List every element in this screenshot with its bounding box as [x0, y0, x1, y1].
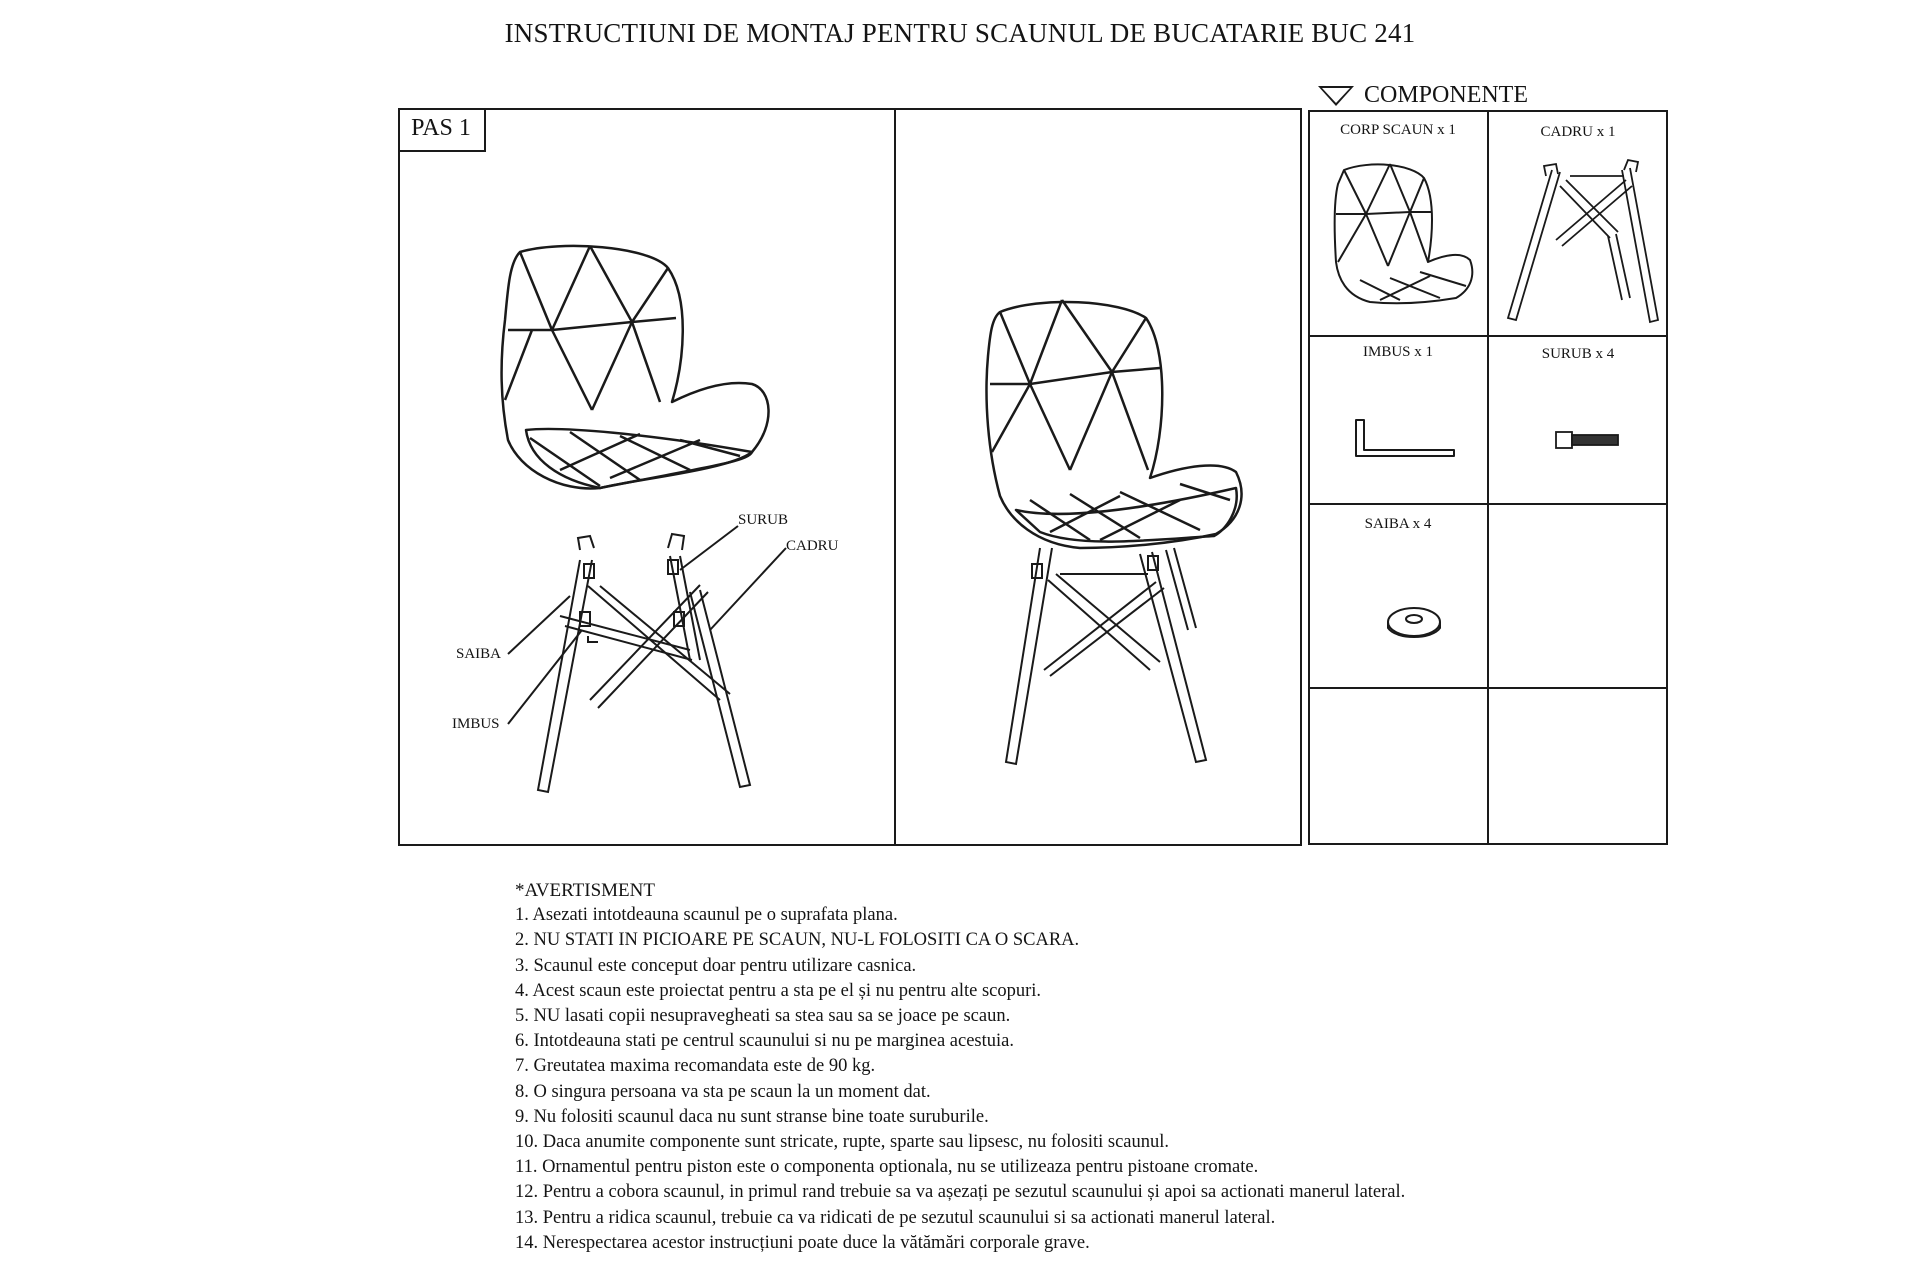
components-header-label: COMPONENTE [1364, 82, 1529, 108]
step-label: PAS 1 [398, 108, 486, 152]
component-label-hex-key: IMBUS x 1 [1362, 344, 1433, 360]
warnings-section [515, 878, 1405, 1256]
component-label-washer: SAIBA x 4 [1364, 516, 1432, 532]
warning-item: 13. Pentru a ridica scaunul, trebuie ca va ridicati de pe sezutul scaunului si sa actionati manerul lateral. [515, 1207, 1276, 1228]
component-label-screw: SURUB x 4 [1541, 346, 1615, 362]
warning-item: 8. O singura persoana va sta pe scaun la un moment dat. [515, 1081, 931, 1102]
warning-item: 14. Nerespectarea acestor instrucțiuni poate duce la vătămări corporale grave. [515, 1232, 1090, 1253]
warning-item: 11. Ornamentul pentru piston este o componenta optionala, nu se utilizeaza pentru pistoane cromate. [515, 1157, 1259, 1178]
callout-hex-key: IMBUS [452, 716, 500, 732]
warning-item: 9. Nu folositi scaunul daca nu sunt stranse bine toate suruburile. [515, 1106, 989, 1127]
component-label-seat-body: CORP SCAUN x 1 [1340, 122, 1456, 138]
warning-item: 1. Asezati intotdeauna scaunul pe o suprafata plana. [515, 905, 898, 926]
warning-item: 3. Scaunul este conceput doar pentru utilizare casnica. [515, 955, 917, 976]
warning-item: 2. NU STATI IN PICIOARE PE SCAUN, NU-L FOLOSITI CA O SCARA. [515, 930, 1080, 951]
document-title: INSTRUCTIUNI DE MONTAJ PENTRU SCAUNUL DE BUCATARIE BUC 241 [504, 18, 1416, 48]
warning-item: 10. Daca anumite componente sunt stricate, rupte, sparte sau lipsesc, nu folositi scaunul. [515, 1132, 1170, 1153]
callout-frame: CADRU [786, 538, 839, 554]
warning-item: 6. Intotdeauna stati pe centrul scaunului si nu pe marginea acestuia. [515, 1031, 1014, 1052]
component-label-frame: CADRU x 1 [1540, 124, 1616, 140]
warning-item: 4. Acest scaun este proiectat pentru a sta pe el și nu pentru alte scopuri. [515, 980, 1042, 1001]
callout-screw: SURUB [738, 512, 789, 528]
warning-item: 7. Greutatea maxima recomandata este de 90 kg. [515, 1056, 876, 1077]
warnings-title: *AVERTISMENT [515, 880, 655, 901]
callout-washer: SAIBA [456, 646, 502, 662]
warning-item: 12. Pentru a cobora scaunul, in primul rand trebuie sa va așezați pe sezutul scaunului și apoi sa actionati manerul lateral. [515, 1182, 1406, 1203]
warning-item: 5. NU lasati copii nesupravegheati sa stea sau sa se joace pe scaun. [515, 1006, 1011, 1027]
